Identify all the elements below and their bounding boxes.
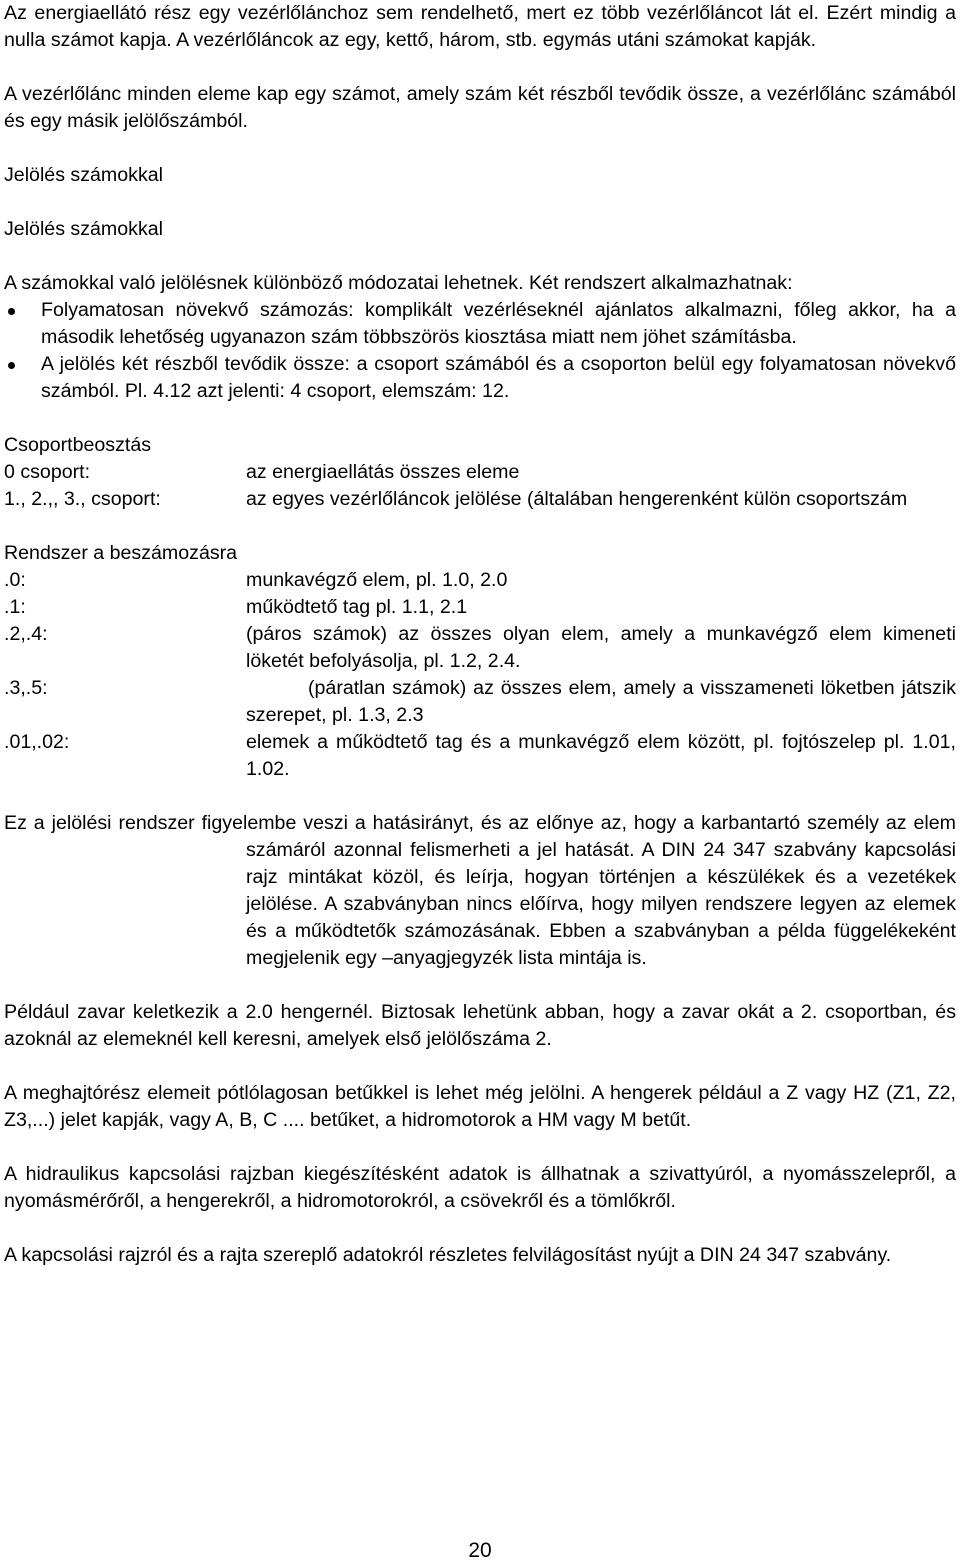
list-item: A jelölés két részből tevődik össze: a csoport számából és a csoporton belül egy folyamatosan növekvő számból. Pl. 4.12 azt jelenti: 4 csoport, elemszám: 12. (4, 351, 956, 405)
group-key: 0 csoport: (4, 461, 91, 483)
numbering-key: .2,.4: (4, 623, 48, 645)
numbering-key: .3,.5: (4, 677, 48, 699)
body-paragraph-4: Ez a jelölési rendszer figyelembe veszi a hatásirányt, és az előnye az, hogy a karbantartó személy az elem számáról azonnal felismerheti a jel hatását. A DIN 24 347 szabvány kapcsolási rajz mintákat közöl, és leírja, hogyan történjen a készülékek és a vezetékek jelölése. A szabványban nincs előírva, hogy milyen rendszere legyen az elemek és a működtetők számozásának. Ebben a szabványban a példa függelékeként megjelenik egy –anyagjegyzék lista mintája is. (4, 812, 956, 969)
numbering-value: (páros számok) az összes olyan elem, amely a munkavégző elem kimeneti löketét befolyásolja, pl. 1.2, 2.4. (246, 623, 956, 672)
numbering-row (4, 729, 956, 783)
groups-title: Csoportbeosztás (4, 434, 152, 456)
bullet-icon (8, 308, 15, 315)
bullet-icon (8, 362, 15, 369)
group-row (4, 486, 956, 513)
numbering-value: munkavégző elem, pl. 1.0, 2.0 (246, 569, 508, 591)
body-paragraph-8: A kapcsolási rajzról és a rajta szereplő adatokról részletes felvilágosítást nyújt a DIN 24 347 szabvány. (4, 1244, 892, 1266)
systems-intro: A számokkal való jelölésnek különböző módozatai lehetnek. Két rendszert alkalmazhatnak: (4, 272, 793, 294)
list-item: Folyamatosan növekvő számozás: komplikált vezérléseknél ajánlatos alkalmazni, főleg akkor, ha a második lehetőség ugyanazon szám többszörös kiosztása miatt nem jöhet számításba. (4, 297, 956, 351)
document-page (4, 0, 956, 1269)
section-heading-1: Jelölés számokkal (4, 164, 163, 186)
group-value: az egyes vezérlőláncok jelölése (általában hengerenként külön csoportszám (246, 488, 908, 510)
section-heading-2: Jelölés számokkal (4, 218, 163, 240)
body-paragraph-6: A meghajtórész elemeit pótlólagosan betűkkel is lehet még jelölni. A hengerek például a Z vagy HZ (Z1, Z2, Z3,...) jelet kapják, vagy A, B, C .... betűket, a hidromotorok a HM vagy M betűt. (4, 1082, 956, 1131)
page-number: 20 (468, 1539, 492, 1562)
body-paragraph-7: A hidraulikus kapcsolási rajzban kiegészítésként adatok is állhatnak a szivattyúról, a nyomásszelepről, a nyomásmérőről, a hengerekről, a hidromotorokról, a csövekről és a tömlőkről. (4, 1163, 956, 1212)
numbering-title: Rendszer a beszámozásra (4, 542, 238, 564)
numbering-row (4, 594, 956, 621)
body-paragraph-5: Például zavar keletkezik a 2.0 hengernél. Biztosak lehetünk abban, hogy a zavar okát a 2. csoportban, és azoknál az elemeknél kell keresni, amelyek első jelölőszáma 2. (4, 1001, 956, 1050)
group-value: az energiaellátás összes eleme (246, 461, 520, 483)
numbering-value: elemek a működtető tag és a munkavégző elem között, pl. fojtószelep pl. 1.01, 1.02. (246, 731, 956, 780)
numbering-key: .1: (4, 596, 26, 618)
numbering-row (4, 675, 956, 729)
intro-paragraph-1: Az energiaellátó rész egy vezérlőlánchoz sem rendelhető, mert ez több vezérlőláncot lát el. Ezért mindig a nulla számot kapja. A vezérlőláncok az egy, kettő, három, stb. egymás utáni számokat kapják. (4, 2, 956, 51)
numbering-value: (páratlan számok) az összes elem, amely a visszameneti löketben játszik szerepet, pl. 1.3, 2.3 (246, 677, 956, 726)
intro-paragraph-2: A vezérlőlánc minden eleme kap egy számot, amely szám két részből tevődik össze, a vezérlőlánc számából és egy másik jelölőszámból. (4, 83, 956, 132)
numbering-key: .01,.02: (4, 731, 70, 753)
numbering-key: .0: (4, 569, 26, 591)
numbering-row (4, 567, 956, 594)
group-row (4, 459, 956, 486)
systems-list (4, 297, 956, 405)
numbering-row (4, 621, 956, 675)
numbering-value: működtető tag pl. 1.1, 2.1 (246, 596, 468, 618)
group-key: 1., 2.,, 3., csoport: (4, 488, 161, 510)
